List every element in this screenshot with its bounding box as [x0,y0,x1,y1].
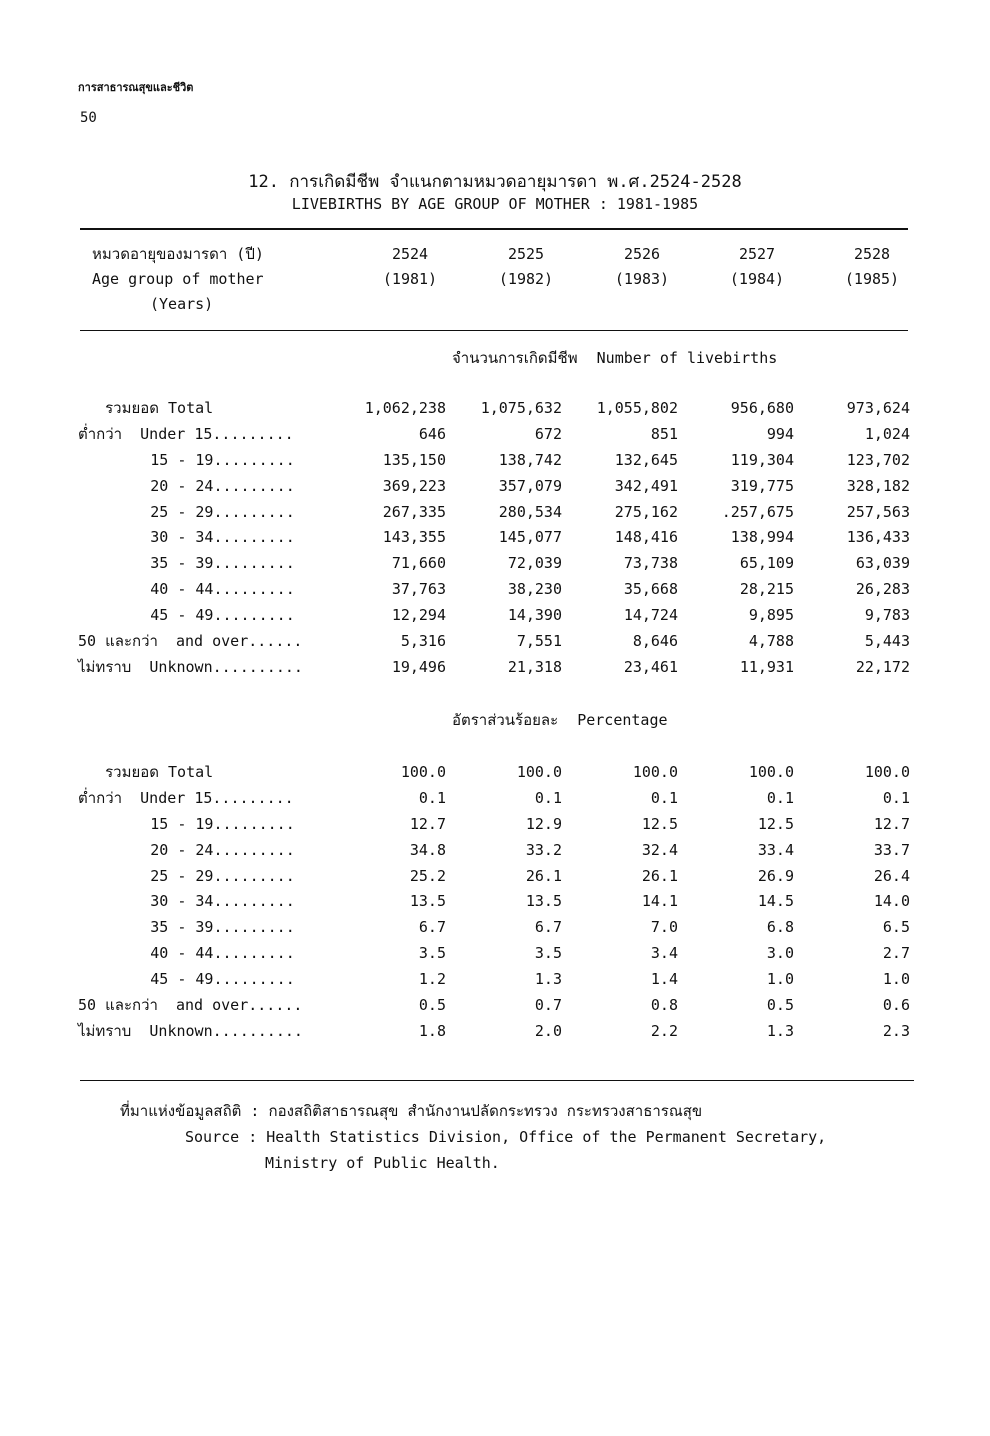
cell-value: 14.5 [757,892,794,911]
table-row [78,395,910,421]
bottom-rule [80,1080,914,1081]
table-title-thai: 12. การเกิดมีชีพ จำแนกตามหมวดอายุมารดา พ.ศ.2524-2528 [248,172,742,192]
cell-value: 11,931 [739,657,794,676]
table-row [78,576,910,602]
cell-value: 100.0 [748,762,794,781]
column-header-1985 [834,242,910,292]
cell-value: 1,055,802 [596,398,678,417]
table-row [78,759,910,785]
cell-value: 19,496 [391,657,446,676]
column-year-ce: (1983) [614,270,670,288]
table-row [78,473,910,499]
cell-value: 12.7 [873,814,910,833]
row-label: 15 - 19......... [78,814,295,833]
cell-value: 63,039 [855,554,910,573]
cell-value: 26,283 [855,580,910,599]
cell-value: 22,172 [855,657,910,676]
cell-value: 328,182 [846,476,910,495]
row-label: 50 และกว่า and over...... [78,631,303,650]
table-row [78,966,910,992]
cell-value: 0.1 [650,788,678,807]
column-header-1982 [488,242,564,292]
cell-value: 5,443 [864,631,910,650]
cell-value: 14,724 [623,606,678,625]
column-year-ce: (1982) [498,270,554,288]
cell-value: 138,742 [498,450,562,469]
cell-value: 21,318 [507,657,562,676]
table-row [78,785,910,811]
cell-value: 319,775 [730,476,794,495]
source-note [120,1098,826,1176]
cell-value: 280,534 [498,502,562,521]
cell-value: 1,075,632 [480,398,562,417]
cell-value: 33.2 [525,840,562,859]
cell-value: 1.0 [882,970,910,989]
livebirths-percent-table [78,759,910,1044]
table-row [78,499,910,525]
cell-value: 72,039 [507,554,562,573]
source-thai-label: ที่มาแห่งข้อมูลสถิติ : [120,1102,260,1120]
cell-value: 1.3 [534,970,562,989]
cell-value: 7,551 [516,631,562,650]
cell-value: 33.4 [757,840,794,859]
row-label: 30 - 34......... [78,528,295,547]
source-english-label: Source : [185,1128,258,1146]
percent-section-title-english: Percentage [577,711,668,729]
cell-value: 100.0 [516,762,562,781]
row-label: 30 - 34......... [78,892,295,911]
row-label: 20 - 24......... [78,840,295,859]
cell-value: 1.2 [418,970,446,989]
cell-value: 2.7 [882,944,910,963]
row-label: รวมยอด Total [78,762,214,781]
cell-value: 1.0 [766,970,794,989]
table-row [78,837,910,863]
cell-value: 123,702 [846,450,910,469]
cell-value: 851 [650,424,678,443]
table-row [78,863,910,889]
source-thai-text: กองสถิติสาธารณสุข สำนักงานปลัดกระทรวง กระทรวงสาธารณสุข [268,1102,703,1120]
cell-value: 2.3 [882,1021,910,1040]
cell-value: 6.7 [418,918,446,937]
row-label: ต่ำกว่า Under 15......... [78,788,294,807]
stub-header-years: (Years) [150,295,214,313]
cell-value: 12.9 [525,814,562,833]
cell-value: 6.5 [882,918,910,937]
column-year-be: 2527 [738,245,776,263]
cell-value: 26.1 [525,866,562,885]
cell-value: 0.1 [418,788,446,807]
cell-value: 148,416 [614,528,678,547]
number-section-title-thai: จำนวนการเกิดมีชีพ [452,349,578,367]
cell-value: 12.5 [757,814,794,833]
cell-value: 26.1 [641,866,678,885]
cell-value: 38,230 [507,580,562,599]
header-rule [80,330,908,331]
table-row [78,524,910,550]
cell-value: 100.0 [632,762,678,781]
row-label: ไม่ทราบ Unknown.......... [78,657,303,676]
cell-value: 1.8 [418,1021,446,1040]
column-year-be: 2526 [623,245,661,263]
cell-value: 3.5 [534,944,562,963]
page-number: 50 [80,110,97,126]
row-label: ไม่ทราบ Unknown.......... [78,1021,303,1040]
row-label: 45 - 49......... [78,970,295,989]
percent-section-title [452,708,668,732]
cell-value: 7.0 [650,918,678,937]
cell-value: 973,624 [846,398,910,417]
table-row [78,940,910,966]
cell-value: 13.5 [525,892,562,911]
column-year-be: 2525 [507,245,545,263]
cell-value: 0.1 [882,788,910,807]
cell-value: 65,109 [739,554,794,573]
cell-value: 4,788 [748,631,794,650]
table-row [78,421,910,447]
source-english-line-1: Health Statistics Division, Office of the Permanent Secretary, [266,1128,827,1146]
row-label: 25 - 29......... [78,502,295,521]
cell-value: 100.0 [864,762,910,781]
cell-value: 71,660 [391,554,446,573]
cell-value: 132,645 [614,450,678,469]
column-header-1984 [719,242,795,292]
table-row [78,811,910,837]
cell-value: 35,668 [623,580,678,599]
cell-value: 357,079 [498,476,562,495]
cell-value: 0.1 [766,788,794,807]
column-year-be: 2524 [391,245,429,263]
cell-value: 12.5 [641,814,678,833]
cell-value: 1,024 [864,424,910,443]
cell-value: 33.7 [873,840,910,859]
cell-value: 119,304 [730,450,794,469]
cell-value: 0.1 [534,788,562,807]
source-english-line-2: Ministry of Public Health. [265,1154,500,1172]
row-label: 20 - 24......... [78,476,295,495]
cell-value: 100.0 [400,762,446,781]
cell-value: 342,491 [614,476,678,495]
column-year-ce: (1981) [382,270,438,288]
running-header: การสาธารณสุขและชีวิต [78,81,194,94]
table-row [78,628,910,654]
cell-value: 2.2 [650,1021,678,1040]
cell-value: 145,077 [498,528,562,547]
row-label: 40 - 44......... [78,944,295,963]
cell-value: 6.8 [766,918,794,937]
stub-header [92,242,264,317]
cell-value: 1,062,238 [364,398,446,417]
livebirths-number-table [78,395,910,680]
cell-value: 0.7 [534,995,562,1014]
cell-value: 369,223 [382,476,446,495]
cell-value: 12,294 [391,606,446,625]
cell-value: 275,162 [614,502,678,521]
cell-value: 26.4 [873,866,910,885]
percent-section-title-thai: อัตราส่วนร้อยละ [452,711,559,729]
number-section-title [452,346,777,370]
cell-value: 28,215 [739,580,794,599]
table-row [78,602,910,628]
table-row [78,992,910,1018]
source-thai [120,1098,826,1124]
cell-value: 994 [766,424,794,443]
cell-value: 25.2 [409,866,446,885]
cell-value: 14,390 [507,606,562,625]
cell-value: 5,316 [400,631,446,650]
cell-value: 8,646 [632,631,678,650]
table-title-english: LIVEBIRTHS BY AGE GROUP OF MOTHER : 1981-1985 [291,195,699,213]
top-rule [80,228,908,230]
cell-value: 672 [534,424,562,443]
cell-value: 0.8 [650,995,678,1014]
cell-value: 32.4 [641,840,678,859]
cell-value: 956,680 [730,398,794,417]
stub-header-english: Age group of mother [92,270,264,288]
cell-value: 0.6 [882,995,910,1014]
row-label: 25 - 29......... [78,866,295,885]
cell-value: 3.4 [650,944,678,963]
cell-value: 136,433 [846,528,910,547]
cell-value: 1.3 [766,1021,794,1040]
table-row [78,654,910,680]
table-row [78,550,910,576]
cell-value: 646 [418,424,446,443]
row-label: ต่ำกว่า Under 15......... [78,424,294,443]
row-label: 40 - 44......... [78,580,295,599]
cell-value: 3.0 [766,944,794,963]
cell-value: 12.7 [409,814,446,833]
cell-value: 73,738 [623,554,678,573]
table-row [78,914,910,940]
row-label: 35 - 39......... [78,554,295,573]
cell-value: .257,675 [721,502,794,521]
column-year-ce: (1985) [844,270,900,288]
row-label: 50 และกว่า and over...... [78,995,303,1014]
row-label: 15 - 19......... [78,450,295,469]
cell-value: 14.0 [873,892,910,911]
cell-value: 143,355 [382,528,446,547]
cell-value: 138,994 [730,528,794,547]
row-label: 45 - 49......... [78,606,295,625]
table-row [78,888,910,914]
cell-value: 2.0 [534,1021,562,1040]
cell-value: 0.5 [418,995,446,1014]
row-label: รวมยอด Total [78,398,214,417]
table-row [78,447,910,473]
cell-value: 26.9 [757,866,794,885]
table-row [78,1018,910,1044]
cell-value: 267,335 [382,502,446,521]
cell-value: 3.5 [418,944,446,963]
column-header-1981 [372,242,448,292]
stub-header-thai: หมวดอายุของมารดา (ปี) [92,245,264,263]
column-header-1983 [604,242,680,292]
column-year-be: 2528 [853,245,891,263]
cell-value: 23,461 [623,657,678,676]
column-year-ce: (1984) [729,270,785,288]
cell-value: 9,783 [864,606,910,625]
cell-value: 34.8 [409,840,446,859]
cell-value: 37,763 [391,580,446,599]
cell-value: 135,150 [382,450,446,469]
number-section-title-english: Number of livebirths [596,349,778,367]
cell-value: 0.5 [766,995,794,1014]
cell-value: 9,895 [748,606,794,625]
cell-value: 14.1 [641,892,678,911]
cell-value: 257,563 [846,502,910,521]
cell-value: 6.7 [534,918,562,937]
source-english [120,1124,826,1150]
cell-value: 13.5 [409,892,446,911]
row-label: 35 - 39......... [78,918,295,937]
cell-value: 1.4 [650,970,678,989]
